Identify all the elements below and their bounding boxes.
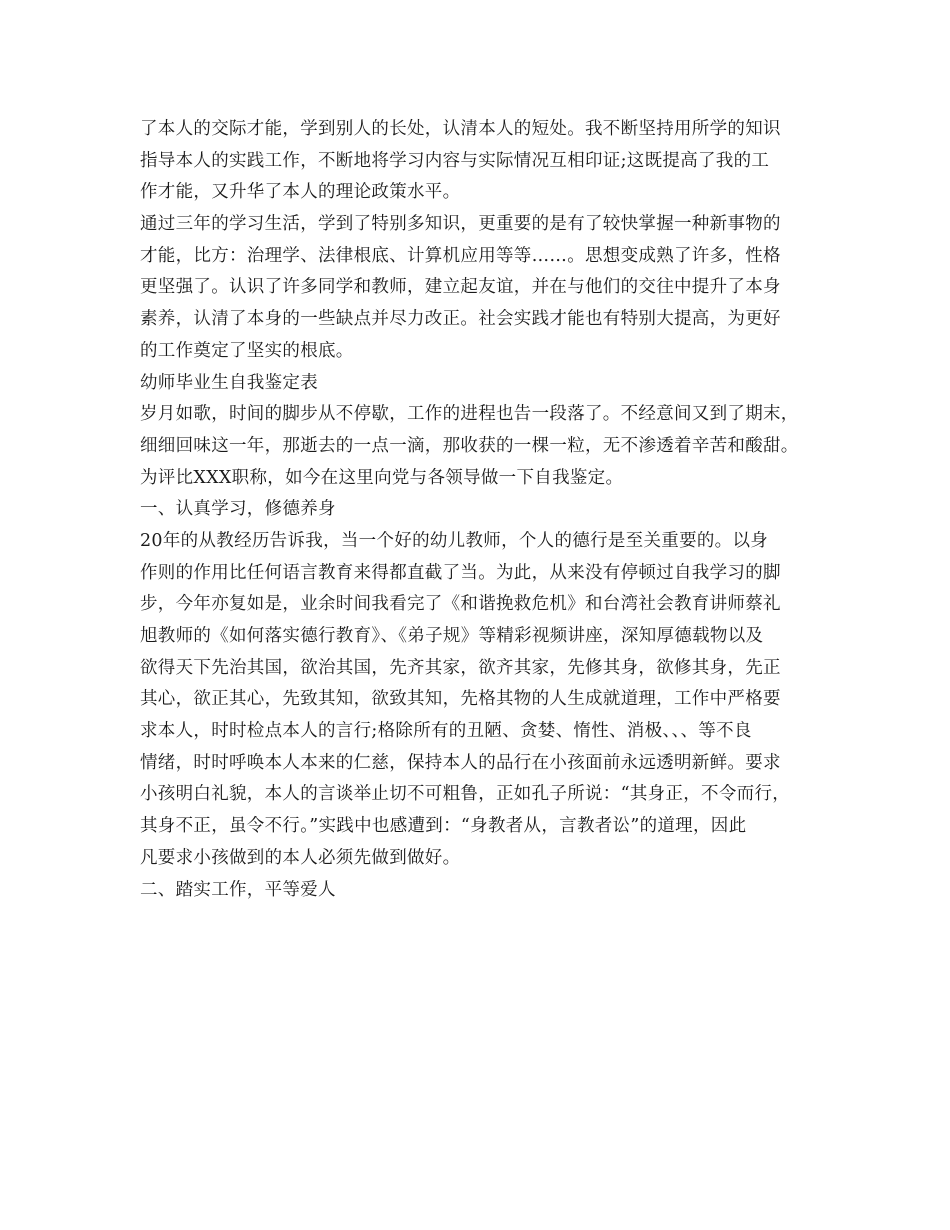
text-line: 素养，认清了本身的一些缺点并尽力改正。社会实践才能也有特别大提高，为更好: [140, 309, 781, 330]
text-line: 小孩明白礼貌，本人的言谈举止切不可粗鲁，正如孔子所说：“其身正，不令而行，: [140, 784, 791, 805]
text-line: 的工作奠定了坚实的根底。: [140, 340, 354, 361]
text-line: 通过三年的学习生活，学到了特别多知识，更重要的是有了较快掌握一种新事物的: [140, 214, 781, 235]
text-line: 20年的从教经历告诉我，当一个好的幼儿教师，个人的德行是至关重要的。以身: [140, 530, 769, 551]
text-line: 欲得天下先治其国，欲治其国，先齐其家，欲齐其家，先修其身，欲修其身，先正: [140, 657, 781, 678]
section-heading: 幼师毕业生自我鉴定表: [140, 372, 318, 393]
text-line: 更坚强了。认识了许多同学和教师，建立起友谊，并在与他们的交往中提升了本身: [140, 277, 781, 298]
text-line: 情绪，时时呼唤本人本来的仁慈，保持本人的品行在小孩面前永远透明新鲜。要求: [140, 752, 781, 773]
text-line: 旭教师的《如何落实德行教育》、《弟子规》等精彩视频讲座，深知厚德载物以及: [140, 626, 764, 646]
text-line: 细细回味这一年，那逝去的一点一滴，那收获的一棵一粒，无不渗透着辛苦和酸甜。: [140, 435, 799, 456]
section-heading: 二、踏实工作，平等爱人: [140, 879, 336, 900]
document-body: [140, 114, 830, 906]
text-line: 求本人，时时检点本人的言行;格除所有的丑陋、贪婪、惰性、消极、、、等不良: [140, 721, 752, 742]
text-line: 了本人的交际才能，学到别人的长处，认清本人的短处。我不断坚持用所学的知识: [140, 119, 781, 139]
text-line: 指导本人的实践工作，不断地将学习内容与实际情况互相印证;这既提高了我的工: [140, 150, 770, 171]
text-line: 才能，比方：治理学、法律根底、计算机应用等等……。思想变成熟了许多，性格: [140, 245, 781, 266]
text-line: 作才能，又升华了本人的理论政策水平。: [140, 182, 461, 203]
text-line: 为评比XXX职称，如今在这里向党与各领导做一下自我鉴定。: [140, 467, 624, 488]
text-line: 其身不正，虽令不行。”实践中也感遭到：“身教者从，言教者讼”的道理，因此: [140, 816, 747, 837]
text-line: 凡要求小孩做到的本人必须先做到做好。: [140, 847, 461, 868]
text-line: 岁月如歌，时间的脚步从不停歇，工作的进程也告一段落了。不经意间又到了期末，: [140, 404, 799, 425]
text-line: 其心，欲正其心，先致其知，欲致其知，先格其物的人生成就道理，工作中严格要: [140, 689, 781, 710]
text-line: 作则的作用比任何语言教育来得都直截了当。为此，从来没有停顿过自我学习的脚: [140, 562, 781, 583]
section-heading: 一、认真学习，修德养身: [140, 499, 336, 520]
text-line: 步，今年亦复如是，业余时间我看完了《和谐挽救危机》和台湾社会教育讲师蔡礼: [140, 594, 781, 615]
